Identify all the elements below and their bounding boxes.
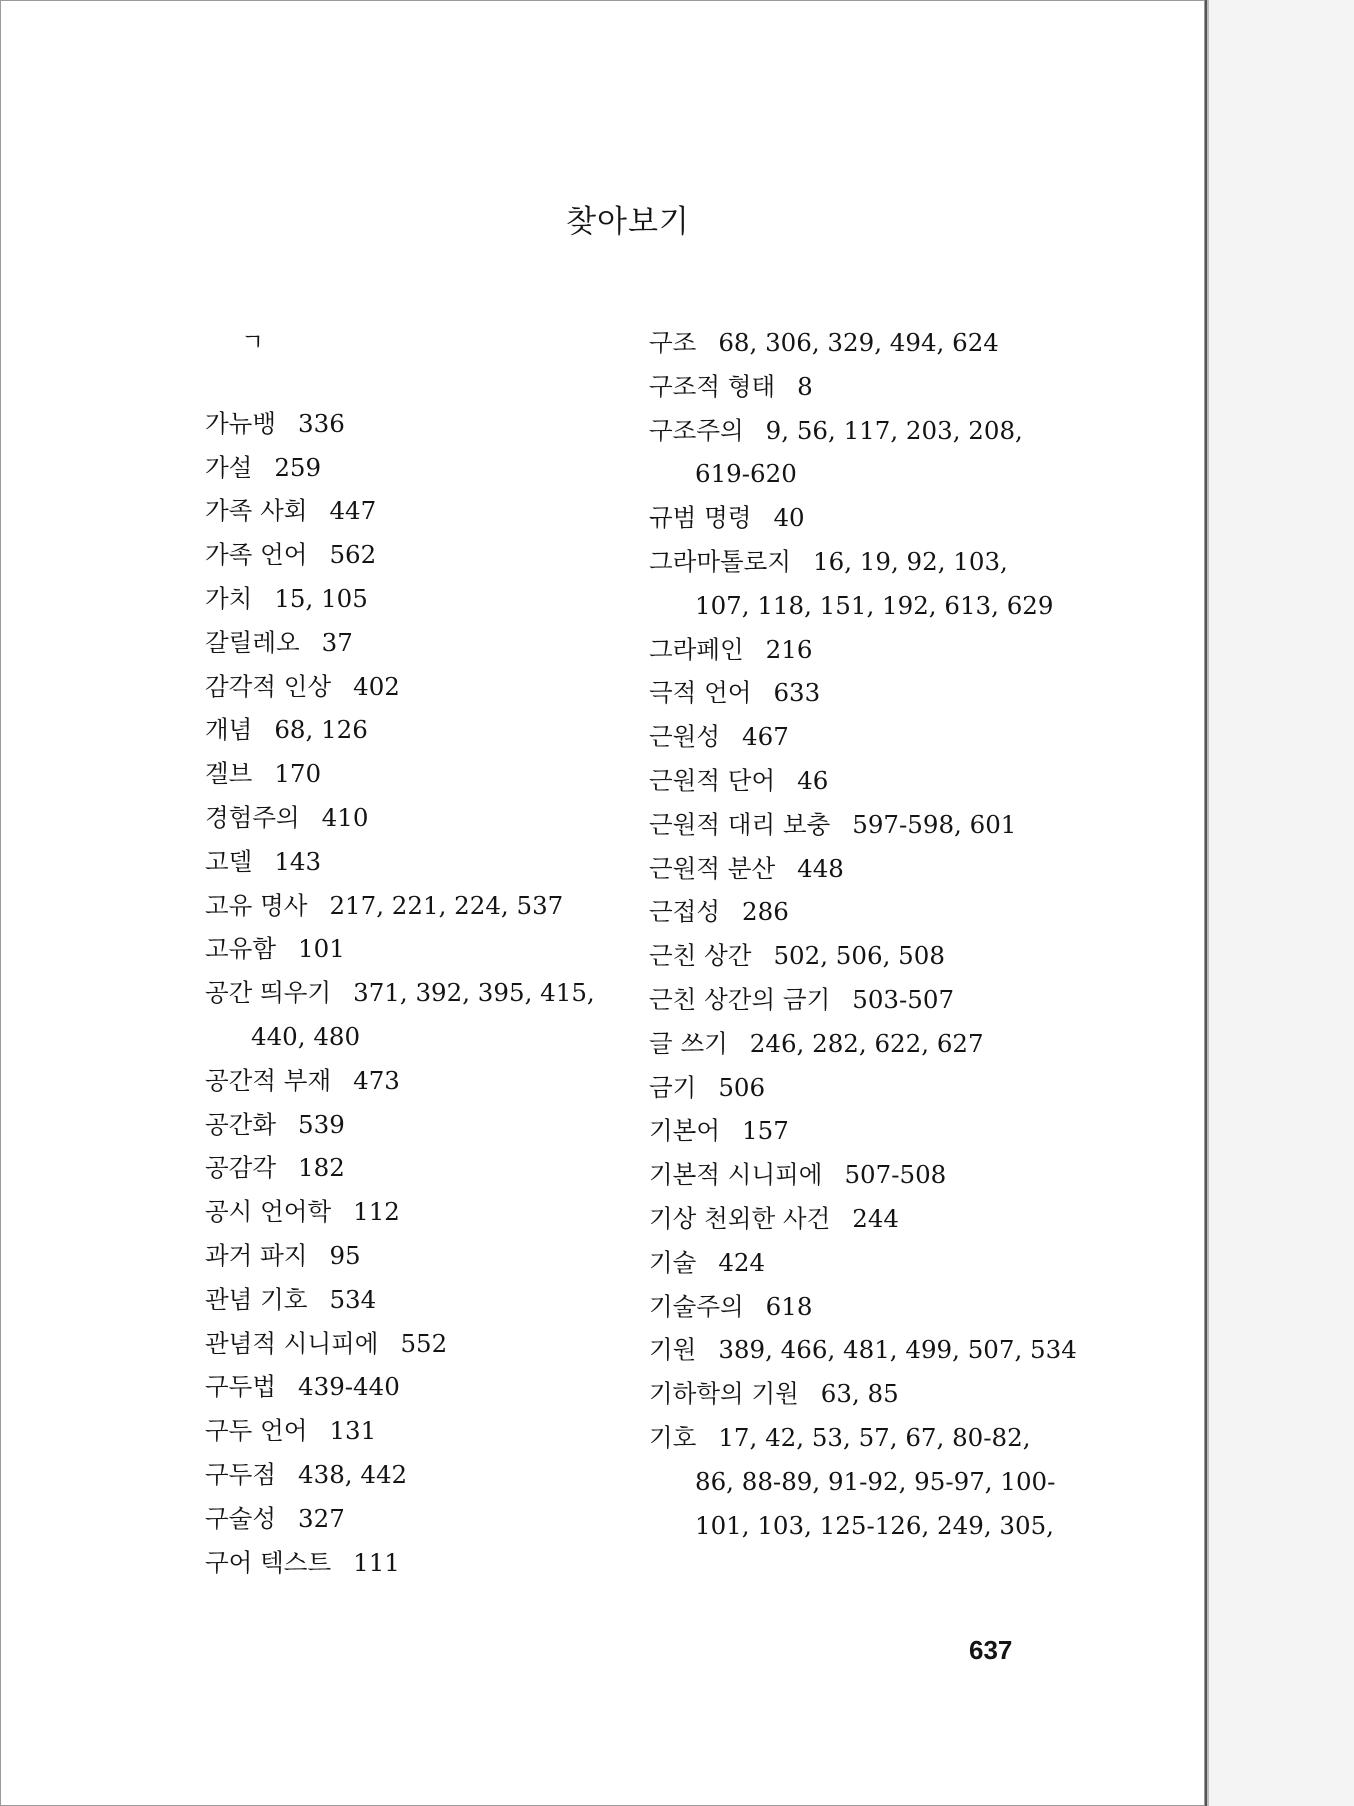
index-page-refs: 68, 126 — [274, 715, 368, 745]
index-entry-continuation — [649, 1460, 1056, 1504]
index-entry — [205, 1059, 625, 1103]
index-page-refs: 143 — [274, 846, 322, 876]
index-term: 기하학의 기원 — [649, 1379, 799, 1409]
index-term: 관념적 시니피에 — [205, 1328, 379, 1358]
index-entry — [649, 715, 1039, 759]
index-entry-continuation — [649, 452, 1039, 496]
index-page-refs: 389, 466, 481, 499, 507, 534 — [718, 1335, 1077, 1365]
index-term: 감각적 인상 — [205, 671, 332, 701]
index-page-refs: 424 — [718, 1247, 766, 1277]
index-page-refs: 63, 85 — [820, 1379, 899, 1409]
page-title: 찾아보기 — [566, 204, 690, 240]
index-page-refs: 217, 221, 224, 537 — [329, 890, 564, 920]
index-entry — [205, 1497, 625, 1541]
index-page-refs: 170 — [274, 759, 322, 789]
index-page-refs: 619-620 — [695, 459, 797, 489]
index-entry — [649, 1066, 1039, 1110]
index-page-refs: 216 — [765, 634, 813, 664]
index-term: 근친 상간의 금기 — [649, 984, 831, 1014]
index-term: 금기 — [649, 1072, 697, 1102]
index-term: 근원적 대리 보충 — [649, 809, 831, 839]
index-entry — [649, 1328, 1077, 1372]
index-page-refs: 327 — [298, 1503, 345, 1533]
index-term: 과거 파지 — [205, 1240, 308, 1270]
index-entry-continuation — [649, 1504, 1054, 1548]
index-page-refs: 438, 442 — [298, 1459, 408, 1489]
index-term: 가치 — [205, 583, 253, 613]
index-term: 구두점 — [205, 1459, 277, 1489]
index-term: 기원 — [649, 1335, 697, 1365]
index-page-refs: 410 — [321, 802, 369, 832]
index-entry — [205, 489, 625, 533]
index-page-refs: 46 — [797, 765, 829, 795]
index-term: 근원적 단어 — [649, 765, 776, 795]
index-entry — [205, 840, 625, 884]
index-page-refs: 101, 103, 125-126, 249, 305, — [695, 1510, 1054, 1540]
index-page-refs: 9, 56, 117, 203, 208, — [765, 415, 1023, 445]
index-entry — [649, 759, 1039, 803]
index-page-refs: 112 — [353, 1197, 400, 1227]
index-entry — [205, 927, 625, 971]
index-page-refs: 17, 42, 53, 57, 67, 80-82, — [718, 1422, 1031, 1452]
index-entry — [649, 671, 1039, 715]
index-entry — [205, 665, 625, 709]
index-term: 근원성 — [649, 722, 721, 752]
index-page-refs: 562 — [329, 540, 377, 570]
index-term: 기상 천외한 사건 — [649, 1203, 831, 1233]
index-page-refs: 439-440 — [298, 1372, 400, 1402]
index-term: 가뉴뱅 — [205, 408, 277, 438]
index-term: 고유함 — [205, 934, 277, 964]
index-page-refs: 597-598, 601 — [852, 809, 1017, 839]
index-entry — [205, 1453, 625, 1497]
index-term: 기호 — [649, 1422, 697, 1452]
index-term: 경험주의 — [205, 802, 300, 832]
index-entry — [649, 934, 1039, 978]
index-page-refs: 539 — [298, 1109, 345, 1139]
index-page-refs: 440, 480 — [251, 1021, 361, 1051]
index-entry — [649, 365, 1039, 409]
index-entry — [649, 890, 1039, 934]
index-page-refs: 633 — [773, 678, 821, 708]
index-page-refs: 259 — [274, 452, 322, 482]
index-page-refs: 246, 282, 622, 627 — [749, 1028, 984, 1058]
index-page-refs: 552 — [400, 1328, 448, 1358]
index-group-heading: ㄱ — [241, 328, 265, 356]
index-page-refs: 68, 306, 329, 494, 624 — [718, 328, 999, 357]
index-entry — [649, 803, 1039, 847]
index-entry — [649, 1285, 1039, 1329]
index-term: 공간 띄우기 — [205, 978, 332, 1008]
index-entry — [205, 796, 625, 840]
index-entry — [649, 540, 1039, 584]
index-entry — [205, 1365, 625, 1409]
index-entry — [649, 1416, 1039, 1460]
index-page-refs: 473 — [353, 1065, 400, 1095]
index-term: 관념 기호 — [205, 1284, 308, 1314]
index-page-refs: 371, 392, 395, 415, — [353, 978, 595, 1008]
index-term: 근친 상간 — [649, 941, 752, 971]
index-entry — [649, 496, 1039, 540]
index-term: 구조 — [649, 328, 697, 357]
index-page-refs: 37 — [321, 627, 353, 657]
index-entry — [205, 621, 625, 665]
index-term: 구술성 — [205, 1503, 277, 1533]
index-page-refs: 336 — [298, 408, 345, 438]
index-page-refs: 111 — [353, 1547, 400, 1577]
index-entry — [205, 402, 625, 446]
index-term: 극적 언어 — [649, 678, 752, 708]
index-term: 구두법 — [205, 1372, 277, 1402]
index-page-refs: 131 — [329, 1416, 377, 1446]
index-entry — [205, 446, 625, 490]
index-entry — [205, 1322, 625, 1366]
index-entry — [205, 1541, 625, 1585]
index-page-refs: 534 — [329, 1284, 377, 1314]
index-page-refs: 8 — [797, 371, 813, 401]
index-page-refs: 86, 88-89, 91-92, 95-97, 100- — [695, 1466, 1056, 1496]
index-term: 고델 — [205, 846, 253, 876]
index-term: 공간화 — [205, 1109, 277, 1139]
index-entry — [205, 1146, 625, 1190]
index-entry — [649, 847, 1039, 891]
index-entry — [205, 752, 625, 796]
index-term: 가족 사회 — [205, 496, 308, 526]
index-page-refs: 503-507 — [852, 984, 955, 1014]
index-entry-list-right — [649, 321, 1077, 1547]
index-term: 가족 언어 — [205, 540, 308, 570]
index-page-refs: 286 — [742, 897, 789, 927]
index-entry — [205, 533, 625, 577]
index-term: 겔브 — [205, 759, 253, 789]
index-entry — [649, 1241, 1039, 1285]
index-term: 공간적 부재 — [205, 1065, 332, 1095]
index-page-refs: 502, 506, 508 — [773, 941, 945, 971]
index-entry — [205, 1234, 625, 1278]
index-page-refs: 402 — [353, 671, 400, 701]
index-term: 기본어 — [649, 1116, 721, 1146]
index-entry — [649, 978, 1039, 1022]
index-page-refs: 40 — [773, 503, 805, 533]
index-entry — [649, 1197, 1039, 1241]
index-page-refs: 107, 118, 151, 192, 613, 629 — [695, 590, 1054, 620]
index-page-refs: 506 — [718, 1072, 766, 1102]
index-term: 구어 텍스트 — [205, 1547, 332, 1577]
index-entry-continuation — [205, 1015, 625, 1059]
index-term: 기술주의 — [649, 1291, 744, 1321]
index-term: 규범 명령 — [649, 503, 752, 533]
index-page-refs: 101 — [298, 934, 345, 964]
index-entry-list-left — [205, 402, 625, 1585]
index-page-refs: 95 — [329, 1240, 361, 1270]
index-term: 그라마톨로지 — [649, 546, 792, 576]
index-page-refs: 467 — [742, 722, 789, 752]
index-term: 공시 언어학 — [205, 1197, 332, 1227]
index-term: 근접성 — [649, 897, 721, 927]
index-entry — [205, 1278, 625, 1322]
index-term: 구두 언어 — [205, 1416, 308, 1446]
page-number: 637 — [969, 1635, 1013, 1665]
index-page-refs: 448 — [797, 853, 844, 883]
index-entry — [649, 1109, 1039, 1153]
index-entry — [649, 1372, 1039, 1416]
index-page-refs: 182 — [298, 1153, 345, 1183]
index-page-refs: 15, 105 — [274, 583, 368, 613]
index-entry — [649, 321, 1039, 365]
index-entry — [205, 1409, 625, 1453]
index-entry — [205, 708, 625, 752]
index-entry — [649, 1022, 1039, 1066]
index-page-refs: 157 — [742, 1116, 789, 1146]
index-entry — [205, 1190, 625, 1234]
index-term: 구조적 형태 — [649, 371, 776, 401]
index-term: 글 쓰기 — [649, 1028, 728, 1058]
index-entry — [205, 577, 625, 621]
index-page-refs: 16, 19, 92, 103, — [813, 546, 1008, 576]
index-column-right — [649, 321, 1077, 1547]
index-page-refs: 447 — [329, 496, 377, 526]
index-term: 그라페인 — [649, 634, 744, 664]
index-page-refs: 507-508 — [844, 1160, 947, 1190]
index-term: 근원적 분산 — [649, 853, 776, 883]
index-column-left — [205, 321, 625, 1584]
index-entry — [649, 409, 1039, 453]
index-entry — [649, 1153, 1039, 1197]
index-term: 개념 — [205, 715, 253, 745]
index-term: 갈릴레오 — [205, 627, 300, 657]
index-term: 고유 명사 — [205, 890, 308, 920]
index-term: 공감각 — [205, 1153, 277, 1183]
index-term: 기본적 시니피에 — [649, 1160, 823, 1190]
index-term: 기술 — [649, 1247, 697, 1277]
index-entry — [205, 1103, 625, 1147]
index-term: 가설 — [205, 452, 253, 482]
index-entry — [205, 971, 625, 1015]
index-entry — [205, 884, 625, 928]
index-page-refs: 618 — [765, 1291, 813, 1321]
index-entry — [649, 628, 1039, 672]
index-entry-continuation — [649, 584, 1054, 628]
index-page-refs: 244 — [852, 1203, 900, 1233]
index-term: 구조주의 — [649, 415, 744, 445]
